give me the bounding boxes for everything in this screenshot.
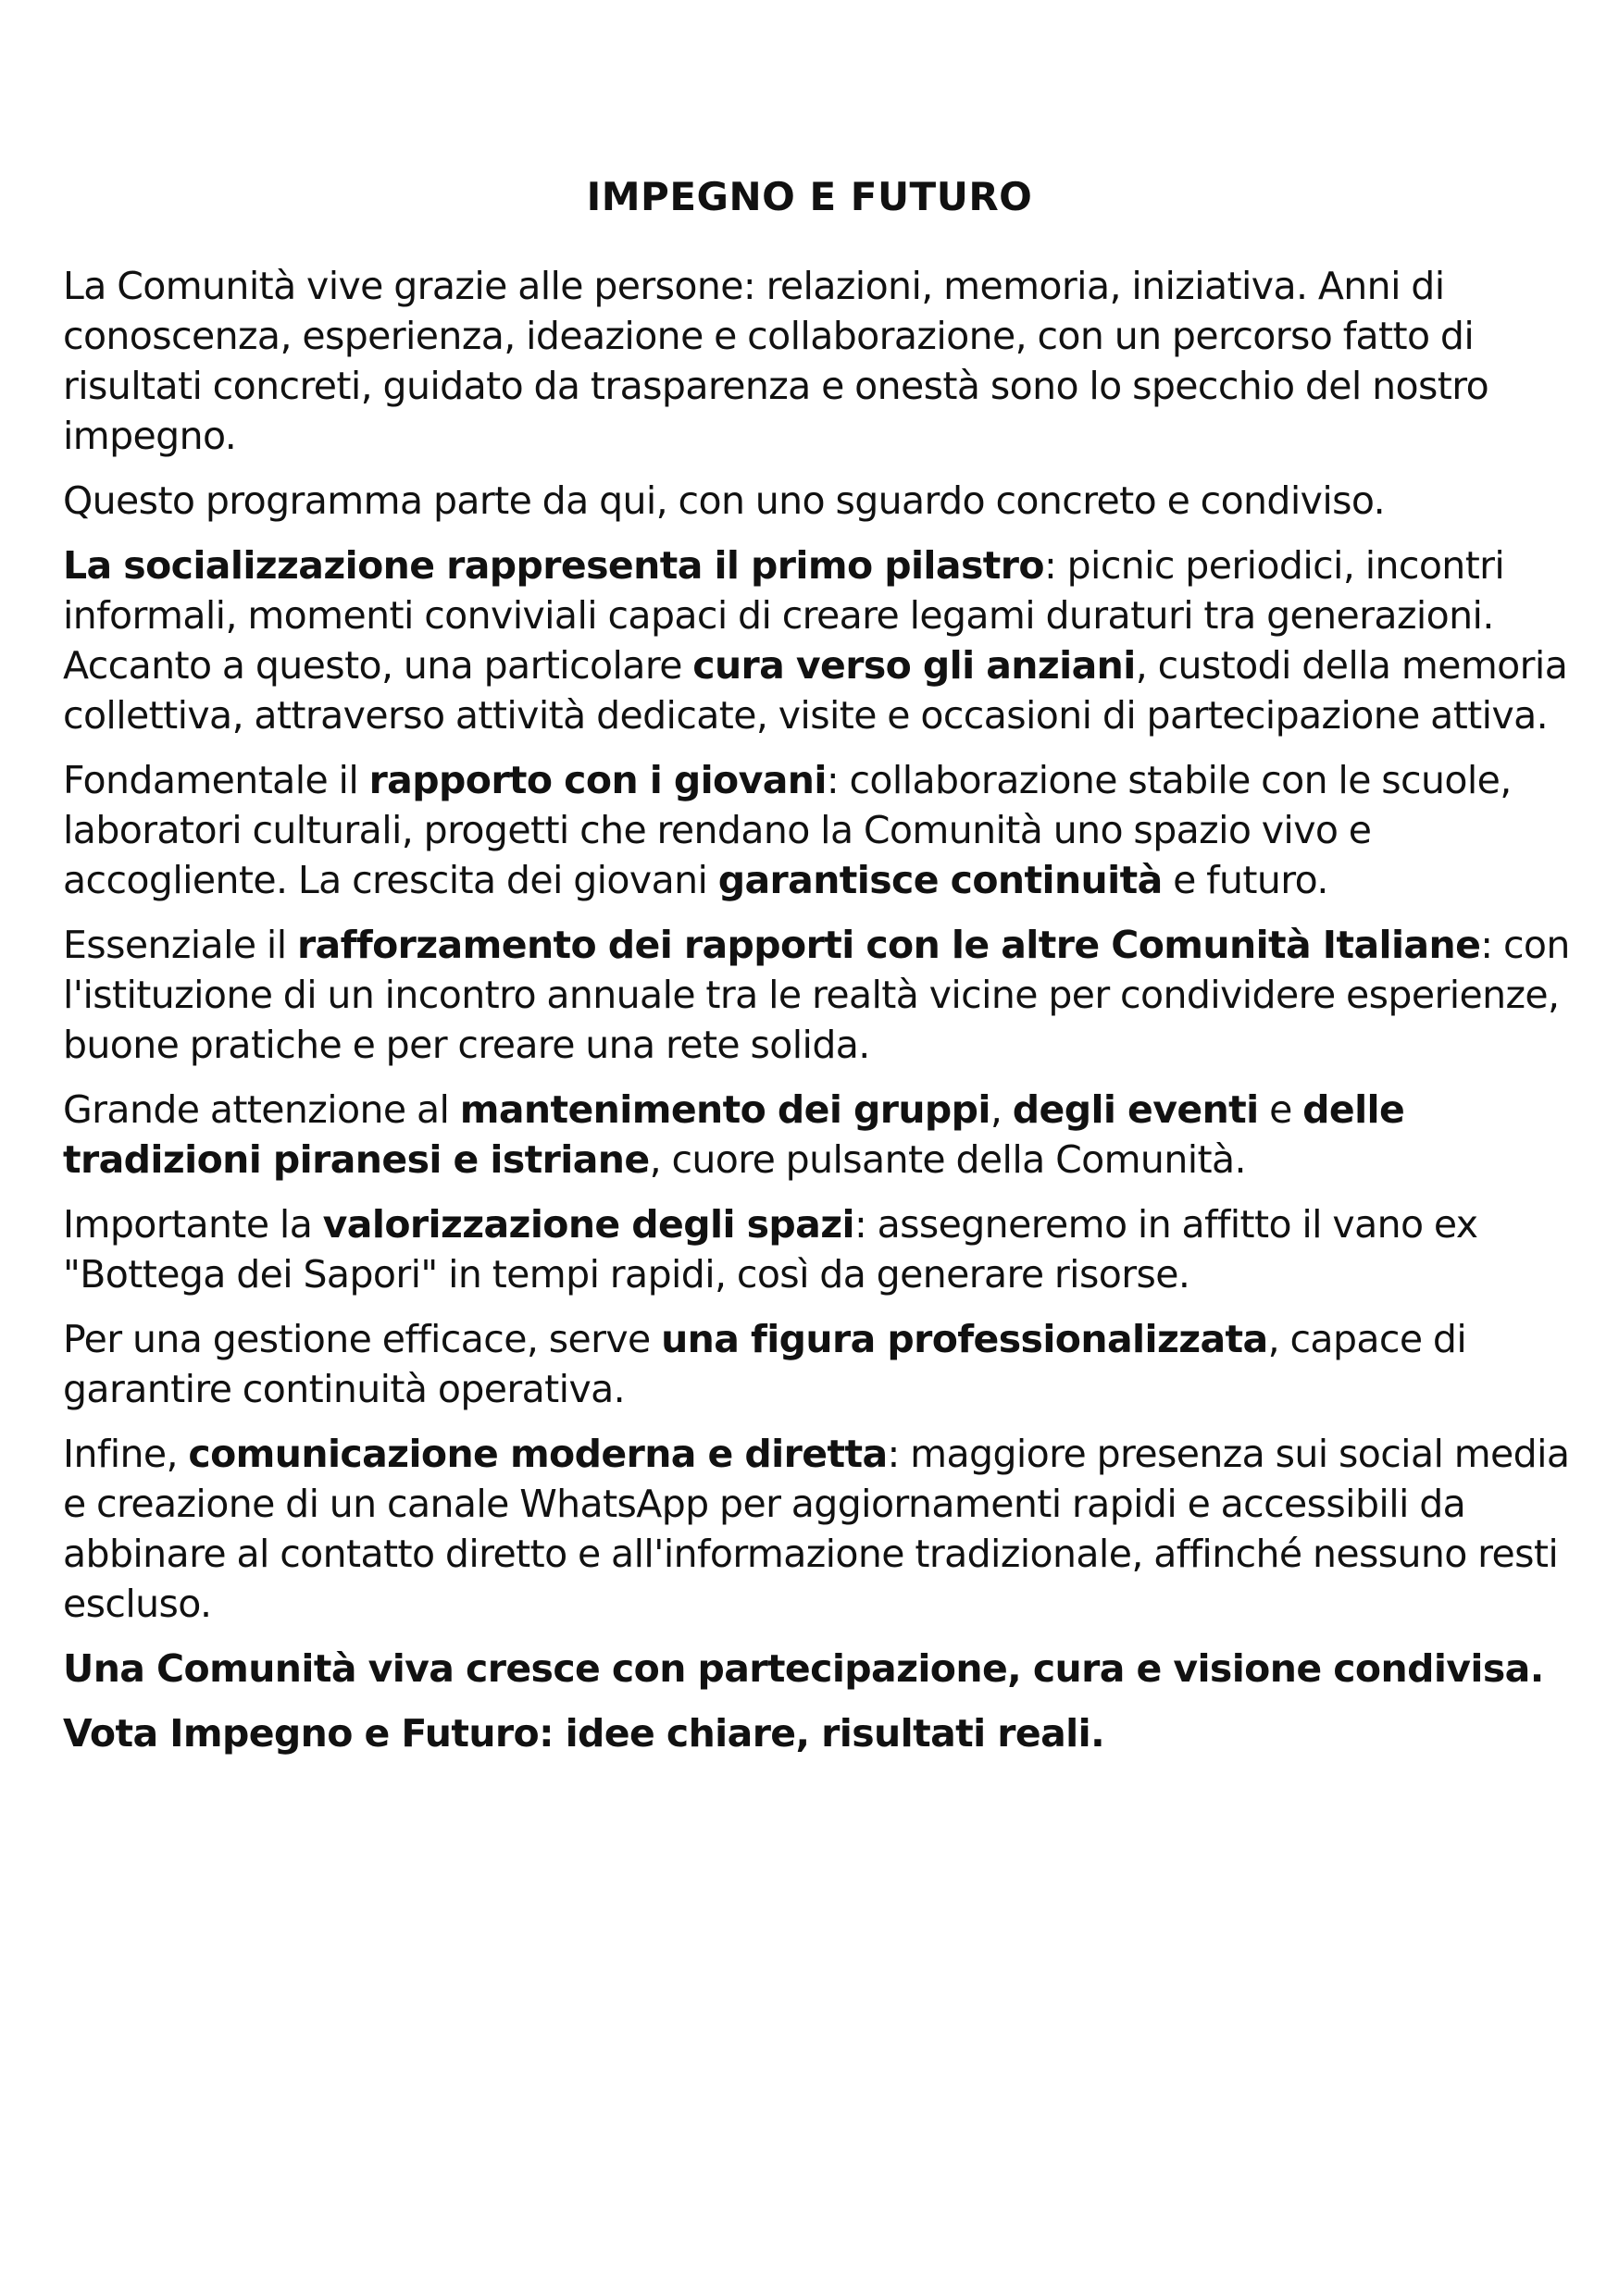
bold-valorizzazione-spazi: valorizzazione degli spazi <box>322 1202 854 1247</box>
text-socializzazione-2: , custodi della memoria collettiva, attraverso attività dedicate, visite e occasioni di partecipazione attiva. <box>63 643 1568 738</box>
bold-eventi: degli eventi <box>1012 1087 1259 1132</box>
text-gestione-2: , capace di garantire continuità operativa. <box>63 1317 1467 1411</box>
page-title: IMPEGNO E FUTURO <box>586 174 1033 219</box>
text-giovani-2: : collaborazione stabile con le scuole, laboratori culturali, progetti che rendano la Comunità uno spazio vivo e accogliente. La crescita dei giovani <box>63 758 1512 902</box>
paragraph-closing-statement: Una Comunità viva cresce con partecipazione, cura e visione condivisa. <box>63 1646 1544 1691</box>
text-tradizioni-2: , <box>990 1087 1013 1132</box>
document-body <box>63 261 1581 1773</box>
paragraph-intro: La Comunità vive grazie alle persone: relazioni, memoria, iniziativa. Anni di conoscenza, esperienza, ideazione e collaborazione, con un percorso fatto di risultati concreti, guidato da trasparenza e onestà sono lo specchio del nostro impegno. <box>63 264 1489 458</box>
text-gestione-1: Per una gestione efficace, serve <box>63 1317 662 1361</box>
bold-continuita: garantisce continuità <box>717 858 1163 902</box>
text-spazi-2: : assegneremo in affitto il vano ex "Bottega dei Sapori" in tempi rapidi, così da generare risorse. <box>63 1202 1478 1297</box>
paragraph-comunicazione <box>63 1429 1581 1629</box>
bold-cura-anziani: cura verso gli anziani <box>692 643 1136 688</box>
bold-socializzazione: La socializzazione rappresenta il primo pilastro <box>63 543 1044 588</box>
text-socializzazione-1: : picnic periodici, incontri informali, momenti conviviali capaci di creare legami duraturi tra generazioni. Accanto a questo, una particolare <box>63 543 1505 688</box>
paragraph-vote-call: Vota Impegno e Futuro: idee chiare, risultati reali. <box>63 1711 1105 1756</box>
paragraph-comunita-italiane <box>63 920 1581 1070</box>
text-giovani-1: Fondamentale il <box>63 758 369 802</box>
bold-rafforzamento: rafforzamento dei rapporti con le altre Comunità Italiane <box>296 923 1481 967</box>
paragraph-spazi <box>63 1199 1581 1299</box>
text-tradizioni-1: Grande attenzione al <box>63 1087 460 1132</box>
text-giovani-3: e futuro. <box>1162 858 1328 902</box>
bold-tradizioni: delle tradizioni piranesi e istriane <box>63 1087 1405 1182</box>
paragraph-giovani <box>63 755 1581 905</box>
bold-comunicazione: comunicazione moderna e diretta <box>188 1432 888 1476</box>
paragraph-tradizioni <box>63 1085 1581 1185</box>
paragraph-socializzazione <box>63 540 1581 740</box>
text-comunicazione-1: Infine, <box>63 1432 189 1476</box>
text-tradizioni-3: e <box>1258 1087 1303 1132</box>
paragraph-gestione <box>63 1314 1581 1414</box>
bold-gruppi: mantenimento dei gruppi <box>459 1087 990 1132</box>
paragraph-programma: Questo programma parte da qui, con uno sguardo concreto e condiviso. <box>63 478 1386 523</box>
text-comunita-2: : con l'istituzione di un incontro annuale tra le realtà vicine per condividere esperienze, buone pratiche e per creare una rete solida. <box>63 923 1570 1067</box>
text-spazi-1: Importante la <box>63 1202 323 1247</box>
text-comunita-1: Essenziale il <box>63 923 297 967</box>
text-tradizioni-4: , cuore pulsante della Comunità. <box>649 1137 1246 1182</box>
bold-rapporto-giovani: rapporto con i giovani <box>368 758 827 802</box>
bold-figura-professionalizzata: una figura professionalizzata <box>661 1317 1268 1361</box>
text-comunicazione-2: : maggiore presenza sui social media e creazione di un canale WhatsApp per aggiornamenti rapidi e accessibili da abbinare al contatto diretto e all'informazione tradizionale, affinché nessuno resti escluso. <box>63 1432 1570 1626</box>
